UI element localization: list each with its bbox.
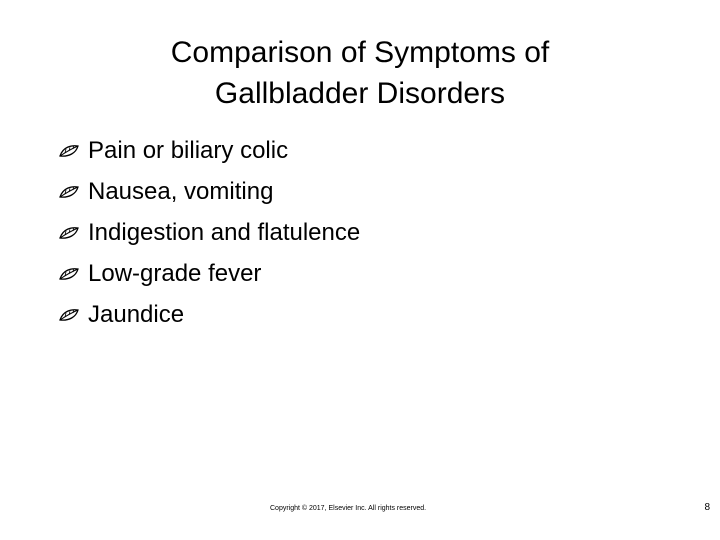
slide-title-line-2: Gallbladder Disorders [214, 77, 506, 110]
leaf-bullet-icon [58, 307, 80, 323]
bullet-text: Indigestion and flatulence [88, 218, 361, 246]
bullet-item [58, 130, 360, 171]
leaf-bullet-icon [58, 143, 80, 159]
bullet-text: Low-grade fever [88, 259, 262, 287]
leaf-bullet-icon [58, 266, 80, 282]
bullet-item [58, 294, 360, 335]
copyright-notice: Copyright © 2017, Elsevier Inc. All rights reserved. [270, 505, 427, 512]
leaf-bullet-icon [58, 184, 80, 200]
slide-title-line-1: Comparison of Symptoms of [170, 36, 550, 69]
bullet-text: Nausea, vomiting [88, 177, 274, 205]
leaf-bullet-icon [58, 225, 80, 241]
page-number: 8 [704, 502, 710, 513]
slide-title [60, 32, 660, 114]
bullet-text: Jaundice [88, 300, 185, 328]
bullet-item [58, 212, 360, 253]
bullet-text: Pain or biliary colic [88, 136, 289, 164]
bullet-item [58, 253, 360, 294]
bullet-item [58, 171, 360, 212]
bullet-list [58, 130, 360, 335]
